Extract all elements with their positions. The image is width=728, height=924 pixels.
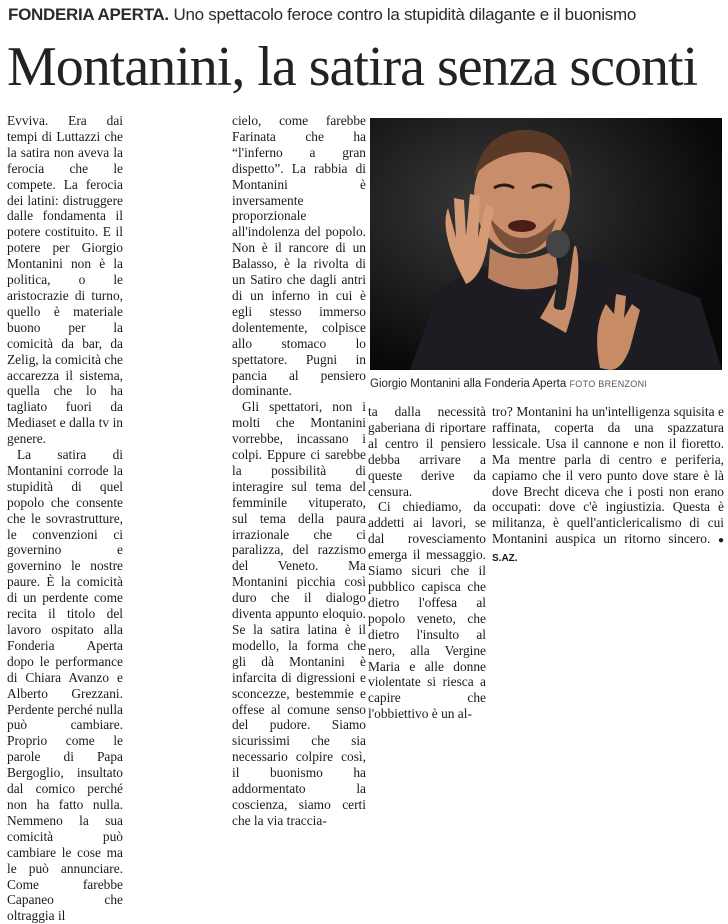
kicker bbox=[8, 3, 724, 27]
performer-photo bbox=[370, 118, 722, 370]
headline: Montanini, la satira senza sconti bbox=[7, 36, 698, 98]
photo-caption bbox=[370, 375, 722, 393]
article-column-2 bbox=[232, 113, 366, 828]
paragraph bbox=[492, 404, 724, 567]
paragraph-text: tro? Montanini ha un'intelligenza squisita e raffinata, coperta da una spazzatura lessicale. Usa il cannone e non il fioretto. Ma mentre parla di centro e periferia, capiamo che il vero punto dove stare è là dove Brecht diceva che i posti non erano occupati: dove c'è ingiustizia. Questa è militanza, è quell'anticlericalismo di cui Montanini auspica un ritorno sincero. bbox=[492, 404, 724, 547]
paragraph: Evviva. Era dai tempi di Luttazzi che la satira non aveva la ferocia che le compete. La ferocia dei latini: distruggere dalle fondamenta il potere costituito. E il potere per Giorgio Montanini non è la politica, o le aristocrazie di turno, quello è materiale buono per la comicità da bar, da Zelig, la comicità che accarezza il sistema, quella che lo ha tagliato fuori da Mediaset e dalla tv in genere. bbox=[7, 113, 123, 447]
article-column-1 bbox=[7, 113, 123, 924]
performer-photo-icon bbox=[370, 118, 722, 370]
kicker-tag: FONDERIA APERTA. bbox=[8, 5, 169, 24]
paragraph: Gli spettatori, non i molti che Montanini vorrebbe, incassano i colpi. Eppure ci sarebbe la possibilità di interagire sul tema del femminile vituperato, sul tema della paura irrazionale che ci paralizza, del razzismo del Veneto. Ma Montanini picchia così duro che il dialogo diventa appunto eloquio. Se la satira latina è il modello, la forma che gli dà Montanini è infarcita di digressioni e sconcezze, bestemmie e offese al comune senso del pudore. Siamo sicurissimi che sia necessario colpire così, il buonismo ha addormentato la coscienza, siamo certi che la via traccia- bbox=[232, 399, 366, 828]
photo-credit: FOTO BRENZONI bbox=[569, 379, 648, 389]
article-column-4 bbox=[492, 404, 724, 589]
kicker-subtitle: Uno spettacolo feroce contro la stupidità dilagante e il buonismo bbox=[173, 5, 636, 24]
paragraph: cielo, come farebbe Farinata che ha “l'inferno a gran dispetto”. La rabbia di Montanini è inversamente proporzionale all'indolenza del popolo. Non è il rancore di un Balasso, è la rivolta di un Satiro che dagli antri di un inferno in cui è egli stesso immerso dolentemente, colpisce allo stomaco lo spettatore. Pugni in pancia al pensiero dominante. bbox=[232, 113, 366, 399]
paragraph: La satira di Montanini corrode la stupidità di quel popolo che consente che le sovrastrutture, le convenzioni ci governino e governino le nostre paure. È la comicità di un perdente come recita il titolo del lavoro ospitato alla Fonderia Aperta dopo le performance di Chiara Avanzo e Alberto Grezzani. Perdente perché nulla può cambiare. Proprio come le parole di Papa Bergoglio, insultato dal comico perché non ha fatto nulla. Nemmeno la sua comicità può cambiare le cose ma le può annunciare. Come farebbe Capaneo che oltraggia il bbox=[7, 447, 123, 924]
article-column-3 bbox=[368, 404, 486, 722]
article-column-2 bbox=[126, 113, 224, 589]
paragraph: Ci chiediamo, da addetti ai lavori, se dal rovesciamento emerga il messaggio. Siamo sicuri che il pubblico capisca che dietro l'offesa al popolo veneto, che dietro l'insulto al nero, alla Vergine Maria e alle donne violentate si riesca a capire che l'obbiettivo è un al- bbox=[368, 499, 486, 722]
paragraph: ta dalla necessità gaberiana di riportare al centro il pensiero debba arrivare a queste derive da censura. bbox=[368, 404, 486, 499]
caption-text: Giorgio Montanini alla Fonderia Aperta bbox=[370, 378, 567, 390]
author-signature: ● S.AZ. bbox=[492, 535, 724, 565]
